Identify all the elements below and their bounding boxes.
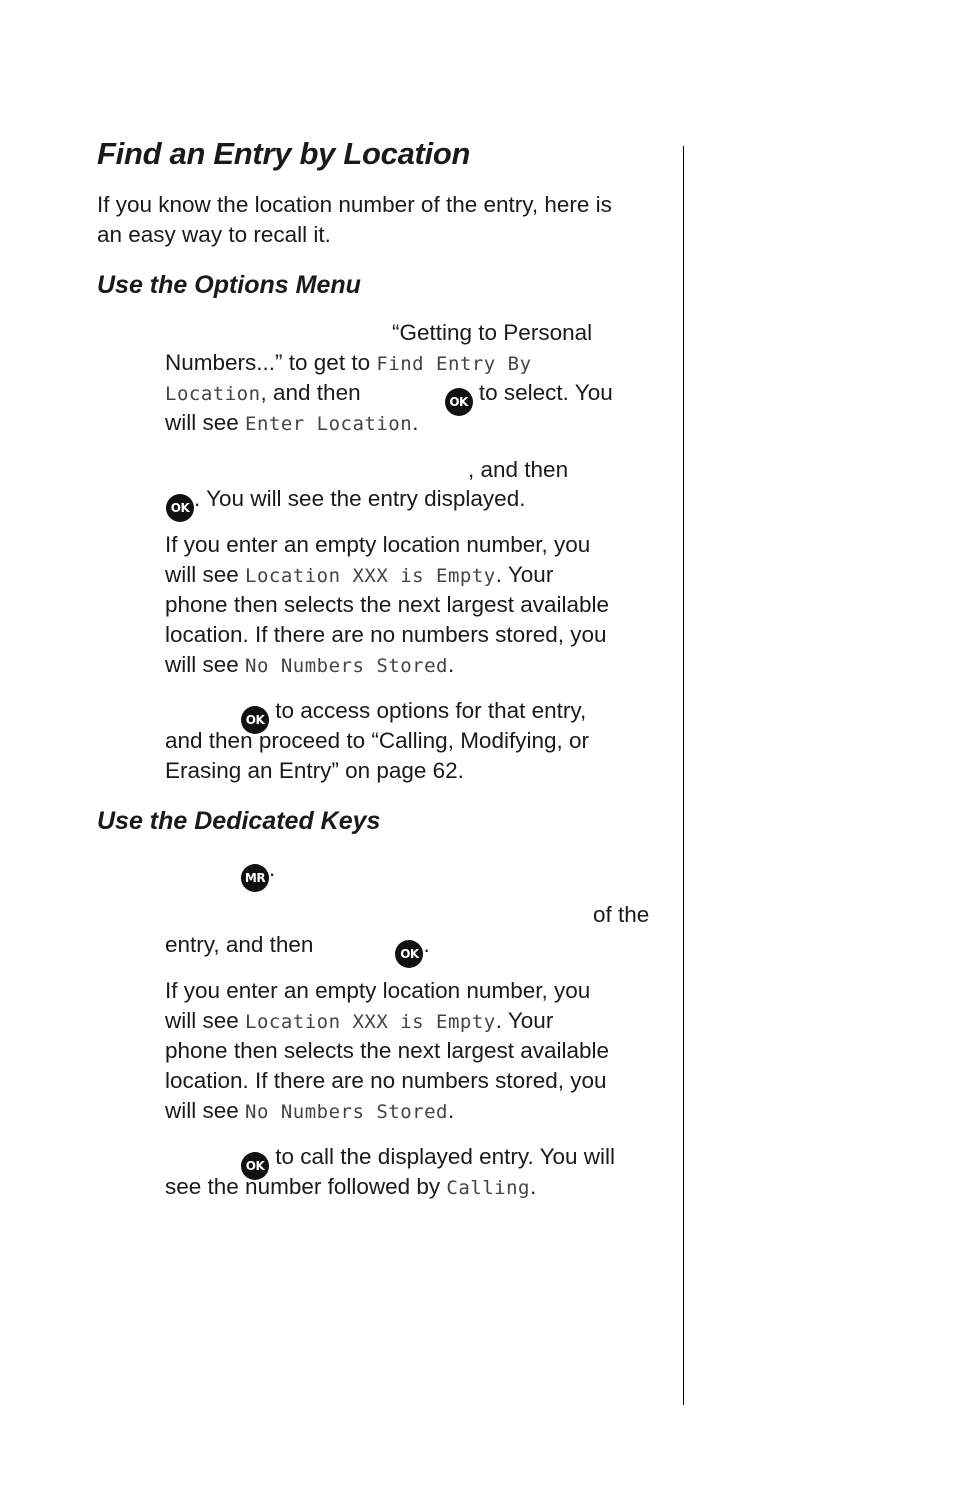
options-step1-line2 [165, 348, 532, 379]
dedicated-step1-line1 [241, 854, 275, 892]
options-note-line1: If you enter an empty location number, you [165, 532, 591, 557]
lcd-text: Enter Location [245, 413, 413, 435]
intro-line-1: If you know the location number of the entry, here is [97, 192, 612, 217]
column-divider [683, 146, 684, 1405]
text: . [423, 932, 430, 957]
dedicated-step2-line2 [165, 930, 430, 968]
options-step1-line1: “Getting to Personal [392, 320, 593, 345]
options-note-line2 [165, 560, 553, 591]
text: to select. You [472, 380, 613, 405]
lcd-text: Location [165, 383, 261, 405]
ok-key-icon: OK [241, 706, 269, 734]
text: entry, and then [165, 932, 314, 957]
lcd-text: No Numbers Stored [245, 1101, 448, 1123]
dedicated-note-line2 [165, 1006, 553, 1037]
text: will see [165, 562, 246, 587]
options-step2-line1: , and then [468, 457, 569, 482]
text: to access options for that entry, [269, 698, 587, 723]
text: . [412, 410, 419, 435]
dedicated-note-line4: location. If there are no numbers stored, you [165, 1068, 607, 1093]
text: . [530, 1174, 537, 1199]
dedicated-keys-heading: Use the Dedicated Keys [97, 807, 381, 835]
text: to call the displayed entry. You will [269, 1144, 616, 1169]
dedicated-note-line5 [165, 1096, 454, 1127]
lcd-text: No Numbers Stored [245, 655, 448, 677]
dedicated-step2-line1: of the [593, 902, 650, 927]
text: will see [165, 410, 246, 435]
text: Numbers...” to get to [165, 350, 377, 375]
options-note-line5 [165, 650, 454, 681]
mr-key-icon: MR [241, 864, 269, 892]
dedicated-note-line1: If you enter an empty location number, you [165, 978, 591, 1003]
ok-key-icon: OK [166, 494, 194, 522]
text: . You will see the entry displayed. [194, 486, 526, 511]
text: will see [165, 1008, 246, 1033]
intro-line-2: an easy way to recall it. [97, 222, 331, 247]
options-step3-line2: and then proceed to “Calling, Modifying, or [165, 728, 589, 753]
page-title: Find an Entry by Location [97, 136, 471, 171]
text: . Your [495, 562, 554, 587]
text: . [448, 652, 455, 677]
text: will see [165, 1098, 246, 1123]
text: . Your [495, 1008, 554, 1033]
ok-key-icon: OK [395, 940, 423, 968]
dedicated-step3-line2 [165, 1172, 536, 1203]
options-step2-line2 [166, 484, 525, 522]
text: , and then [260, 380, 361, 405]
lcd-text: Location XXX is Empty [245, 1011, 496, 1033]
ok-key-icon: OK [241, 1152, 269, 1180]
ok-key-icon: OK [445, 388, 473, 416]
text: see the number followed by [165, 1174, 447, 1199]
options-step3-line3: Erasing an Entry” on page 62. [165, 758, 464, 783]
options-note-line4: location. If there are no numbers stored, you [165, 622, 607, 647]
dedicated-note-line3: phone then selects the next largest available [165, 1038, 610, 1063]
text: . [269, 856, 276, 881]
options-step1-line4 [165, 408, 418, 439]
options-menu-heading: Use the Options Menu [97, 271, 361, 299]
text: will see [165, 652, 246, 677]
lcd-text: Find Entry By [376, 353, 532, 375]
text: . [448, 1098, 455, 1123]
lcd-text: Calling [446, 1177, 530, 1199]
lcd-text: Location XXX is Empty [245, 565, 496, 587]
options-note-line3: phone then selects the next largest available [165, 592, 610, 617]
